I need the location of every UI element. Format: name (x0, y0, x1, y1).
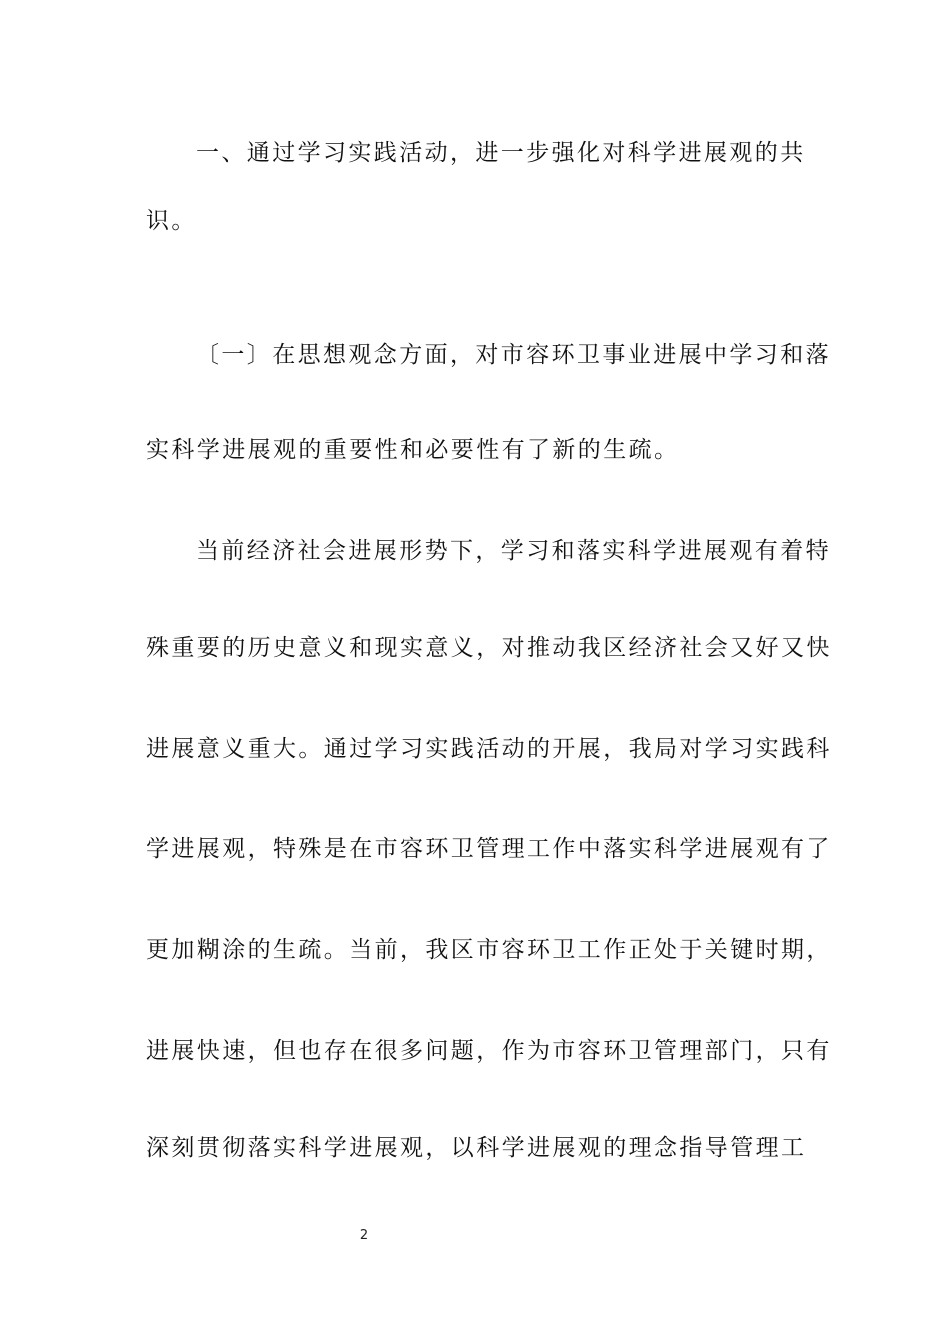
paragraph-line-6: 进展快速，但也存在很多问题，作为市容环卫管理部门，只有 (146, 1038, 832, 1064)
section-heading-line-2: 识。 (146, 208, 197, 234)
paragraph-line-3: 进展意义重大。通过学习实践活动的开展，我局对学习实践科 (146, 736, 832, 762)
paragraph-line-4: 学进展观，特殊是在市容环卫管理工作中落实科学进展观有了 (146, 836, 832, 862)
section-heading-line-1: 一、通过学习实践活动，进一步强化对科学进展观的共 (196, 140, 806, 166)
paragraph-line-5: 更加糊涂的生疏。当前，我区市容环卫工作正处于关键时期， (146, 937, 832, 963)
subsection-heading-line-2: 实科学进展观的重要性和必要性有了新的生疏。 (146, 437, 680, 463)
paragraph-line-1: 当前经济社会进展形势下，学习和落实科学进展观有着特 (196, 538, 831, 564)
paragraph-line-7: 深刻贯彻落实科学进展观，以科学进展观的理念指导管理工 (146, 1135, 807, 1161)
subsection-heading-line-1: 〔一〕在思想观念方面，对市容环卫事业进展中学习和落 (196, 342, 831, 368)
page-number: 2 (359, 1228, 369, 1243)
paragraph-line-2: 殊重要的历史意义和现实意义，对推动我区经济社会又好又快 (146, 635, 832, 661)
